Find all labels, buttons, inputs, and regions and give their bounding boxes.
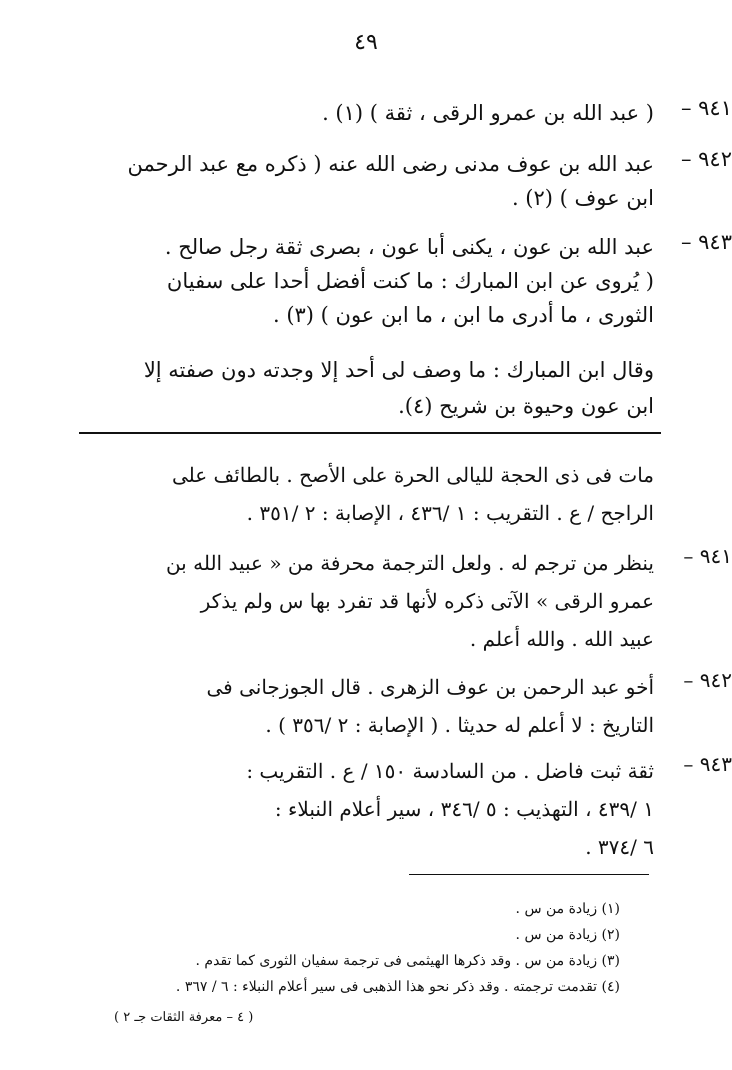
footnote-rule (409, 874, 649, 875)
footnote: (١) زيادة من س . (515, 901, 620, 917)
section-divider (79, 432, 661, 434)
note-line: ثقة ثبت فاضل . من السادسة ١٥٠ / ع . التقريب : (246, 759, 654, 783)
paragraph (74, 352, 654, 424)
entry-number: ٩٤٣ – (680, 230, 732, 254)
note-number: ٩٤٣ – (683, 752, 732, 776)
note-continuation (74, 456, 654, 532)
note-line: عبيد الله . والله أعلم . (469, 627, 654, 651)
note-line: ينظر من ترجم له . ولعل الترجمة محرفة من « عبيد الله بن (165, 551, 654, 575)
entry-line: ( عبد الله بن عمرو الرقى ، ثقة ) (١) . (322, 101, 654, 125)
page-number: ٤٩ (354, 30, 378, 55)
footnotes (100, 896, 620, 1000)
entry-941 (74, 96, 732, 130)
note-line: ١ /٤٣٩ ، التهذيب : ٥ /٣٤٦ ، سير أعلام النبلاء : (274, 797, 654, 821)
entry-line: عبد الله بن عوف مدنى رضى الله عنه ( ذكره مع عبد الرحمن (127, 152, 654, 176)
note-line: عمرو الرقى » الآتى ذكره لأنها قد تفرد بها س ولم يذكر (200, 589, 654, 613)
entry-line: الثورى ، ما أدرى ما ابن ، ما ابن عون ) (٣) . (272, 303, 654, 327)
entry-line: ابن عوف ) (٢) . (511, 186, 654, 210)
entry-line: عبد الله بن عون ، يكنى أبا عون ، بصرى ثقة رجل صالح . (164, 235, 654, 259)
note-number: ٩٤٢ – (683, 668, 732, 692)
footnote: (٤) تقدمت ترجمته . وقد ذكر نحو هذا الذهبى فى سير أعلام النبلاء : ٦ / ٣٦٧ . (175, 979, 620, 995)
note-941 (74, 544, 732, 658)
entry-line: ( يُروى عن ابن المبارك : ما كنت أفضل أحدا على سفيان (166, 269, 654, 293)
entry-943 (74, 230, 732, 332)
note-line: التاريخ : لا أعلم له حديثا . ( الإصابة : ٢ /٣٥٦ ) . (265, 713, 654, 737)
entry-number: ٩٤١ – (680, 96, 732, 120)
entry-942 (74, 147, 732, 215)
footnote: (٢) زيادة من س . (515, 927, 620, 943)
footnote: (٣) زيادة من س . وقد ذكرها الهيثمى فى ترجمة سفيان الثورى كما تقدم . (195, 953, 620, 969)
paragraph-line: وقال ابن المبارك : ما وصف لى أحد إلا وجدته دون صفته إلا (143, 358, 654, 382)
paragraph-line: ابن عون وحيوة بن شريح (٤). (398, 394, 654, 418)
note-line: ٦ /٣٧٤ . (585, 835, 654, 859)
note-line: أخو عبد الرحمن بن عوف الزهرى . قال الجوزجانى فى (206, 675, 654, 699)
note-number: ٩٤١ – (683, 544, 732, 568)
note-942 (74, 668, 732, 744)
printer-signature: ( ٤ – معرفة الثقات جـ ٢ ) (114, 1010, 254, 1025)
note-943 (74, 752, 732, 866)
note-line: الراجح / ع . التقريب : ١ /٤٣٦ ، الإصابة : ٢ /٣٥١ . (246, 501, 654, 525)
entry-number: ٩٤٢ – (680, 147, 732, 171)
note-line: مات فى ذى الحجة لليالى الحرة على الأصح . بالطائف على (171, 463, 654, 487)
